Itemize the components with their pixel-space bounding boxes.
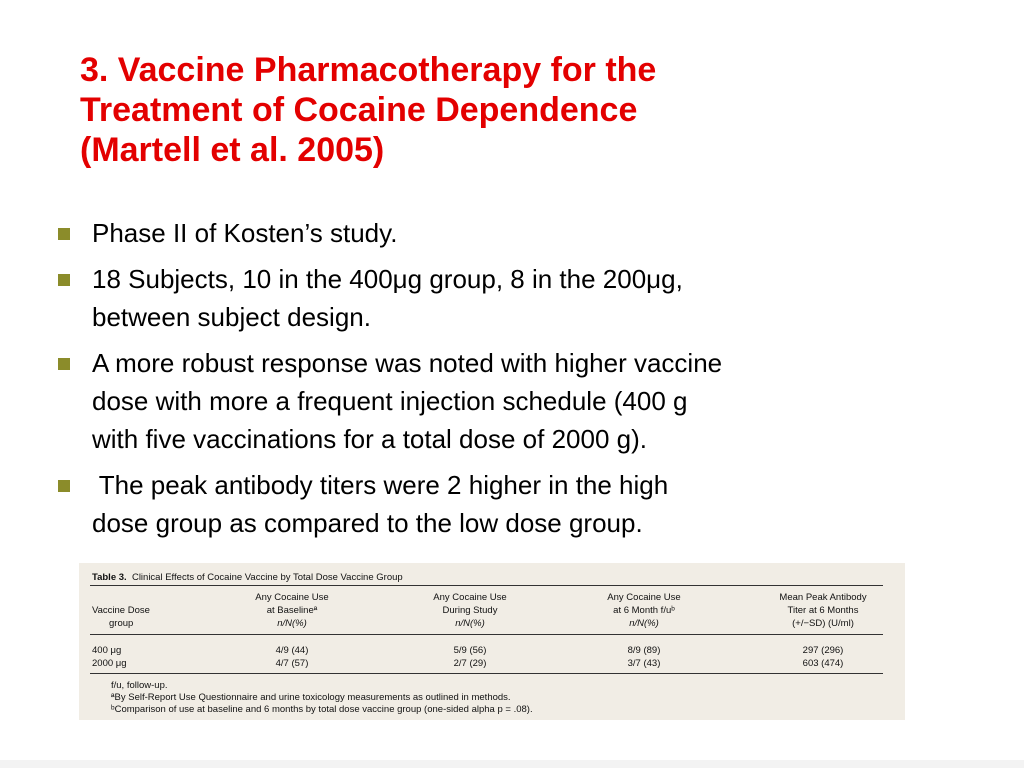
cell-month6: 8/9 (89): [627, 645, 661, 656]
slide-title: [80, 50, 980, 170]
bullet-text: A more robust response was noted with higher vaccine: [92, 348, 723, 378]
table-caption-text: Clinical Effects of Cocaine Vaccine by Total Dose Vaccine Group: [131, 572, 403, 583]
bullet-text: Phase II of Kosten’s study.: [92, 218, 398, 248]
bullet-item: [50, 344, 950, 458]
bullet-text: 18 Subjects, 10 in the 400μg group, 8 in the 200μg,: [92, 264, 683, 294]
header-month6-line3: n/N(%): [629, 618, 659, 629]
bullet-text: between subject design.: [92, 302, 371, 332]
square-bullet-icon: [58, 228, 70, 240]
cell-baseline: 4/9 (44): [275, 645, 309, 656]
cell-during: 2/7 (29): [453, 658, 487, 669]
header-titer-line2: Titer at 6 Months: [787, 605, 859, 616]
title-line: 3. Vaccine Pharmacotherapy for the: [80, 51, 657, 89]
bullet-text: dose with more a frequent injection schedule (400 g: [92, 386, 688, 416]
table-footnote: ªBy Self-Report Use Questionnaire and urine toxicology measurements as outlined in methods.: [111, 692, 511, 703]
header-titer-line3: (+/−SD) (U/ml): [792, 618, 854, 629]
square-bullet-icon: [58, 358, 70, 370]
table-caption: [92, 572, 403, 583]
bullet-text: The peak antibody titers were 2 higher in the high: [92, 470, 669, 500]
square-bullet-icon: [58, 480, 70, 492]
bullet-item: [50, 466, 950, 542]
table-rule-top: [90, 585, 883, 586]
cell-dose: 2000 μg: [92, 658, 127, 669]
header-during-line2: During Study: [442, 605, 498, 616]
cell-titer: 603 (474): [802, 658, 844, 669]
table-footnote: f/u, follow-up.: [111, 680, 168, 691]
header-baseline-line2: at Baselineª: [266, 605, 318, 616]
cell-titer: 297 (296): [802, 645, 844, 656]
title-line: Treatment of Cocaine Dependence: [80, 91, 638, 129]
title-line: (Martell et al. 2005): [80, 131, 385, 169]
header-dose-line3: group: [109, 618, 134, 629]
bullet-item: [50, 214, 950, 252]
square-bullet-icon: [58, 274, 70, 286]
bullet-text: dose group as compared to the low dose group.: [92, 508, 643, 538]
cell-dose: 400 μg: [92, 645, 122, 656]
bullet-item: [50, 260, 950, 336]
header-month6-line1: Any Cocaine Use: [607, 592, 681, 603]
table-image: [79, 563, 905, 720]
table-rule-header: [90, 634, 883, 635]
header-baseline-line3: n/N(%): [277, 618, 307, 629]
table-footnote: ᵇComparison of use at baseline and 6 months by total dose vaccine group (one-sided alpha p = .08).: [111, 704, 533, 715]
header-during-line3: n/N(%): [455, 618, 485, 629]
header-during-line1: Any Cocaine Use: [433, 592, 507, 603]
cell-baseline: 4/7 (57): [275, 658, 309, 669]
bullet-list: [50, 214, 950, 550]
cell-during: 5/9 (56): [453, 645, 487, 656]
header-titer-line1: Mean Peak Antibody: [779, 592, 867, 603]
cell-month6: 3/7 (43): [627, 658, 661, 669]
header-baseline-line1: Any Cocaine Use: [255, 592, 329, 603]
header-dose-line2: Vaccine Dose: [92, 605, 150, 616]
bullet-text: with five vaccinations for a total dose of 2000 g).: [92, 424, 647, 454]
footer-strip: [0, 760, 1024, 768]
table-caption-label: Table 3.: [92, 572, 127, 583]
table-rule-bottom: [90, 673, 883, 674]
header-month6-line2: at 6 Month f/uᵇ: [613, 605, 675, 616]
